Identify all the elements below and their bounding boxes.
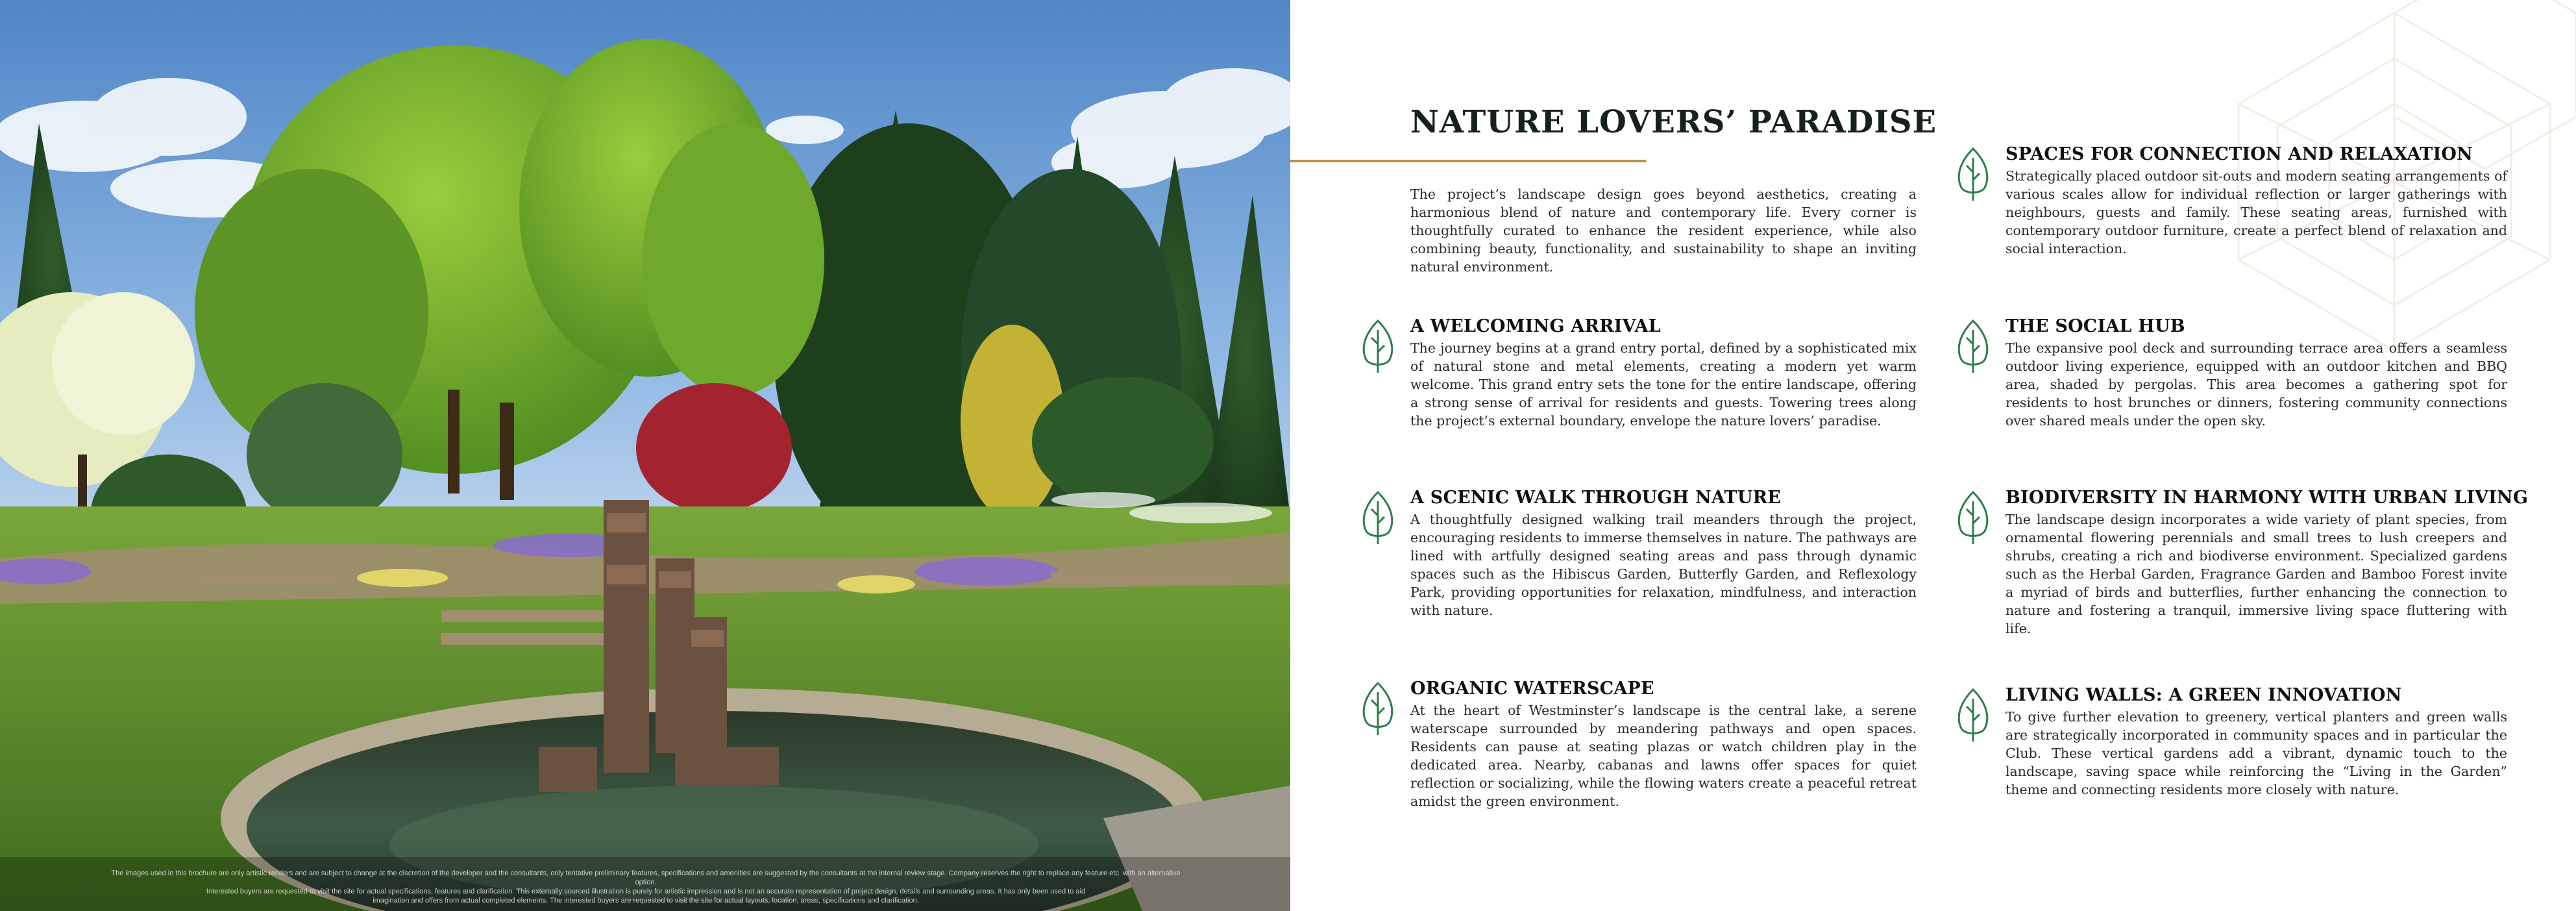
section-social-hub [2006, 316, 2507, 430]
section-title: A WELCOMING ARRIVAL [1410, 316, 1661, 336]
leaf-icon [1358, 318, 1397, 375]
section-connection-relaxation [2006, 144, 2507, 258]
leaf-icon [1954, 146, 1993, 203]
gold-divider [1290, 160, 1646, 162]
section-title: ORGANIC WATERSCAPE [1410, 679, 1654, 699]
disclaimer-line: imagination and offers from actual completed elements. The interested buyers are requested to visit the site for actual layouts, location, areas, specifications and clarification. [373, 897, 919, 905]
section-body: Strategically placed outdoor sit-outs and modern seating arrangements of various scales allow for individual reflection or larger gatherings with neighbours, guests and family. These seating areas, furnished with contemporary outdoor furniture, create a perfect blend of relaxation and social interaction. [2006, 168, 2507, 256]
section-biodiversity [2006, 488, 2529, 638]
section-title: LIVING WALLS: A GREEN INNOVATION [2006, 685, 2402, 705]
section-body: The journey begins at a grand entry portal, defined by a sophisticated mix of natural stone and metal elements, creating a modern yet warm welcome. This grand entry sets the tone for the entire landscape, offering a strong sense of arrival for residents and guests. Towering trees along the project’s external boundary, envelope the nature lovers’ paradise. [1410, 340, 1917, 429]
section-title: BIODIVERSITY IN HARMONY WITH URBAN LIVING [2006, 488, 2529, 508]
intro-paragraph: The project’s landscape design goes beyond aesthetics, creating a harmonious blend of nature and contemporary life. Every corner is thoughtfully curated to enhance the resident experience, while also combining beauty, functionality, and sustainability to shape an inviting natural environment. [1410, 186, 1917, 275]
leaf-icon [1954, 687, 1993, 744]
page-title: NATURE LOVERS’ PARADISE [1410, 104, 1937, 140]
disclaimer-line: Interested buyers are requested to visit the site for actual specifications, features and clarification. This externally sourced illustration is purely for artistic impression and is not an accurate representation of project design, details and surrounding areas. It has only been used to aid [206, 888, 1086, 895]
section-body: The landscape design incorporates a wide variety of plant species, from ornamental flowering perennials and small trees to lush creepers and shrubs, creating a rich and biodiverse environment. Specialized gardens such as the Herbal Garden, Fragrance Garden and Bamboo Forest invite a myriad of birds and butterflies, further enhancing the connection to nature and fostering a tranquil, immersive living space fluttering with life. [2006, 512, 2507, 636]
disclaimer-text [104, 869, 1188, 905]
leaf-icon [1358, 680, 1397, 738]
section-body: To give further elevation to greenery, vertical planters and green walls are strategically incorporated in community spaces and in particular the Club. These vertical gardens add a vibrant, dynamic touch to the landscape, saving space while reinforcing the “Living in the Garden” theme and connecting residents more closely with nature. [2006, 709, 2507, 797]
section-welcoming-arrival [1410, 316, 1917, 430]
disclaimer-line: The images used in this brochure are only artistic renders and are subject to change at the discretion of the developer and the consultants, only tentative preliminary features, specifications and amenities are suggested by the consultants at the internal review stage. Company reserves the right to replace any feature etc. with an alternative option. [111, 869, 1181, 886]
section-living-walls [2006, 685, 2507, 799]
section-scenic-walk [1410, 488, 1917, 619]
section-body: A thoughtfully designed walking trail meanders through the project, encouraging residents to immerse themselves in nature. The pathways are lined with artfully designed seating areas and pass through dynamic spaces such as the Hibiscus Garden, Butterfly Garden, and Reflexology Park, providing opportunities for relaxation, mindfulness, and interaction with nature. [1410, 512, 1917, 618]
section-title: THE SOCIAL HUB [2006, 316, 2185, 336]
section-organic-waterscape [1410, 679, 1917, 810]
leaf-icon [1358, 490, 1397, 547]
leaf-icon [1954, 318, 1993, 375]
section-title: A SCENIC WALK THROUGH NATURE [1410, 488, 1781, 508]
section-body: At the heart of Westminster’s landscape is the central lake, a serene waterscape surrounded by meandering pathways and open spaces. Residents can pause at seating plazas or watch children play in the dedicated area. Nearby, cabanas and lawns offer spaces for quiet reflection or socializing, while the flowing waters create a peaceful retreat amidst the green environment. [1410, 703, 1917, 809]
section-body: The expansive pool deck and surrounding terrace area offers a seamless outdoor living experience, equipped with an outdoor kitchen and BBQ area, shaded by pergolas. This area becomes a gathering spot for residents to host brunches or dinners, fostering community connections over shared meals under the open sky. [2006, 340, 2507, 429]
leaf-icon [1954, 490, 1993, 547]
section-title: SPACES FOR CONNECTION AND RELAXATION [2006, 144, 2473, 164]
